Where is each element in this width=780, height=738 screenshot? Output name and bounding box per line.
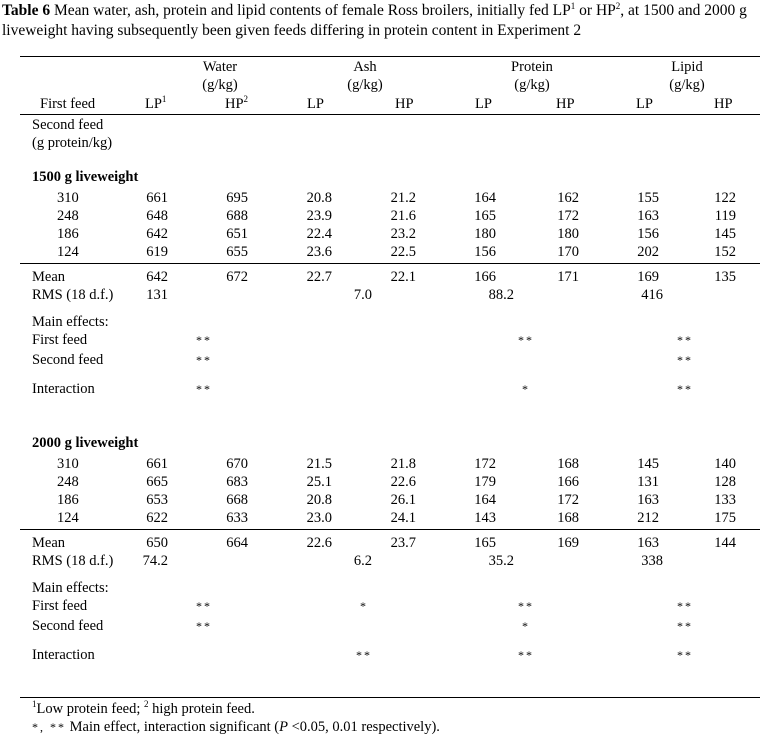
table-cell: 619	[146, 244, 168, 260]
top-rule	[20, 56, 760, 57]
section-rule	[20, 263, 760, 264]
table-caption	[2, 1, 780, 41]
significance-mark: **	[196, 333, 212, 347]
rms-cell: 131	[146, 287, 168, 303]
table-cell: 20.8	[306, 492, 332, 508]
row-second-feed: 310	[57, 190, 79, 206]
table-cell: 23.0	[306, 510, 332, 526]
mean-cell: 642	[146, 269, 168, 285]
table-cell: 688	[226, 208, 248, 224]
effect-label: Second feed	[32, 618, 104, 634]
mean-cell: 23.7	[390, 535, 416, 551]
rms-cell: 416	[641, 287, 663, 303]
table-cell: 661	[146, 190, 168, 206]
table-cell: 683	[226, 474, 248, 490]
caption-text-2: or HP	[575, 2, 616, 19]
row-second-feed: 124	[57, 244, 79, 260]
table-cell: 179	[474, 474, 496, 490]
header-lp-ash: LP	[307, 96, 324, 112]
table-cell: 668	[226, 492, 248, 508]
table-cell: 175	[714, 510, 736, 526]
table-cell: 164	[474, 190, 496, 206]
mean-cell: 22.7	[306, 269, 332, 285]
mean-cell: 672	[226, 269, 248, 285]
table-cell: 21.5	[306, 456, 332, 472]
table-cell: 21.6	[390, 208, 416, 224]
table-cell: 170	[557, 244, 579, 260]
section-rule	[20, 529, 760, 530]
header-ash-unit: (g/kg)	[347, 77, 383, 93]
significance-mark: **	[677, 353, 693, 367]
row-second-feed: 186	[57, 492, 79, 508]
table-cell: 172	[557, 208, 579, 224]
significance-mark: **	[518, 333, 534, 347]
mean-cell: 664	[226, 535, 248, 551]
significance-mark: **	[196, 619, 212, 633]
table-cell: 133	[714, 492, 736, 508]
table-cell: 145	[637, 456, 659, 472]
mean-cell: 166	[474, 269, 496, 285]
effect-label: Second feed	[32, 352, 104, 368]
mean-label: Mean	[32, 269, 66, 285]
table-cell: 163	[637, 208, 659, 224]
mean-cell: 169	[637, 269, 659, 285]
mean-cell: 22.6	[306, 535, 332, 551]
mean-cell: 144	[714, 535, 736, 551]
header-hp-protein: HP	[556, 96, 575, 112]
table-cell: 24.1	[390, 510, 416, 526]
effect-label: Interaction	[32, 647, 95, 663]
header-protein-unit: (g/kg)	[514, 77, 550, 93]
table-cell: 143	[474, 510, 496, 526]
row-second-feed: 248	[57, 208, 79, 224]
header-lipid: Lipid	[671, 59, 703, 75]
table-cell: 162	[557, 190, 579, 206]
row-second-feed: 310	[57, 456, 79, 472]
table-cell: 655	[226, 244, 248, 260]
table-cell: 23.6	[306, 244, 332, 260]
table-cell: 119	[714, 208, 736, 224]
table-cell: 180	[474, 226, 496, 242]
table-cell: 25.1	[306, 474, 332, 490]
second-feed-unit: (g protein/kg)	[32, 135, 113, 151]
table-cell: 622	[146, 510, 168, 526]
table-cell: 670	[226, 456, 248, 472]
header-rule	[20, 114, 760, 115]
significance-mark: **	[356, 648, 372, 662]
header-first-feed: First feed	[40, 96, 96, 112]
header-water-unit: (g/kg)	[202, 77, 238, 93]
significance-mark: **	[677, 648, 693, 662]
table-cell: 23.2	[390, 226, 416, 242]
row-second-feed: 248	[57, 474, 79, 490]
section-title: 2000 g liveweight	[32, 435, 139, 451]
table-cell: 20.8	[306, 190, 332, 206]
mean-label: Mean	[32, 535, 66, 551]
mean-cell: 22.1	[390, 269, 416, 285]
table-cell: 166	[557, 474, 579, 490]
table-cell: 164	[474, 492, 496, 508]
mean-cell: 165	[474, 535, 496, 551]
table-cell: 651	[226, 226, 248, 242]
footnote-1: $^1$Low protein feed; $^2$ high protein feed.	[32, 699, 255, 717]
significance-mark: **	[677, 333, 693, 347]
table-cell: 122	[714, 190, 736, 206]
table-cell: 661	[146, 456, 168, 472]
table-cell: 168	[557, 510, 579, 526]
header-lp-protein: LP	[475, 96, 492, 112]
rms-cell: 7.0	[353, 287, 372, 303]
table-cell: 21.8	[390, 456, 416, 472]
table-cell: 665	[146, 474, 168, 490]
footnote-2: *, ** Main effect, interaction significant (P <0.05, 0.01 respectively).	[32, 719, 440, 735]
rms-cell: 88.2	[488, 287, 514, 303]
table-cell: 22.6	[390, 474, 416, 490]
table-cell: 21.2	[390, 190, 416, 206]
rms-label: RMS (18 d.f.)	[32, 553, 114, 569]
row-second-feed: 124	[57, 510, 79, 526]
significance-mark: **	[677, 599, 693, 613]
mean-cell: 650	[146, 535, 168, 551]
significance-mark: *	[522, 382, 530, 396]
rms-label: RMS (18 d.f.)	[32, 287, 114, 303]
effect-label: Interaction	[32, 381, 95, 397]
caption-text-3: , at 1500 and 2000 g liveweight having subsequently been given feeds differing in protein content in Experiment 2	[2, 2, 747, 39]
table-cell: 22.4	[306, 226, 332, 242]
table-cell: 152	[714, 244, 736, 260]
caption-text-1: Mean water, ash, protein and lipid contents of female Ross broilers, initially fed LP	[50, 2, 571, 19]
main-effects-label: Main effects:	[32, 580, 109, 596]
table-cell: 145	[714, 226, 736, 242]
table-cell: 156	[637, 226, 659, 242]
table-cell: 695	[226, 190, 248, 206]
table-cell: 633	[226, 510, 248, 526]
table-label: Table 6	[2, 2, 51, 19]
significance-mark: **	[677, 382, 693, 396]
table-cell: 140	[714, 456, 736, 472]
table-cell: 212	[637, 510, 659, 526]
effect-label: First feed	[32, 598, 88, 614]
table-cell: 202	[637, 244, 659, 260]
table-cell: 642	[146, 226, 168, 242]
rms-cell: 6.2	[353, 553, 372, 569]
significance-mark: **	[677, 619, 693, 633]
table-cell: 180	[557, 226, 579, 242]
header-lp-lipid: LP	[636, 96, 653, 112]
table-cell: 172	[557, 492, 579, 508]
table-cell: 168	[557, 456, 579, 472]
table-cell: 156	[474, 244, 496, 260]
table-cell: 131	[637, 474, 659, 490]
mean-cell: 163	[637, 535, 659, 551]
table-cell: 26.1	[390, 492, 416, 508]
row-second-feed: 186	[57, 226, 79, 242]
table-cell: 22.5	[390, 244, 416, 260]
bottom-rule	[20, 697, 760, 698]
significance-mark: **	[518, 648, 534, 662]
table-cell: 648	[146, 208, 168, 224]
table-cell: 653	[146, 492, 168, 508]
header-water: Water	[202, 59, 238, 75]
mean-cell: 135	[714, 269, 736, 285]
header-ash: Ash	[353, 59, 377, 75]
mean-cell: 171	[557, 269, 579, 285]
rms-cell: 35.2	[488, 553, 514, 569]
significance-mark: **	[196, 599, 212, 613]
second-feed-label: Second feed	[32, 117, 104, 133]
table-cell: 165	[474, 208, 496, 224]
significance-mark: **	[196, 382, 212, 396]
table-cell: 23.9	[306, 208, 332, 224]
significance-mark: **	[518, 599, 534, 613]
table-cell: 155	[637, 190, 659, 206]
header-protein: Protein	[511, 59, 553, 75]
table-cell: 172	[474, 456, 496, 472]
main-effects-label: Main effects:	[32, 314, 109, 330]
table-cell: 128	[714, 474, 736, 490]
header-lp-water: $LP^1$	[145, 94, 167, 112]
significance-mark: *	[522, 619, 530, 633]
significance-mark: **	[196, 353, 212, 367]
rms-cell: 338	[641, 553, 663, 569]
header-hp-water: $HP^2$	[225, 94, 249, 112]
significance-mark: *	[360, 599, 368, 613]
header-lipid-unit: (g/kg)	[669, 77, 705, 93]
caption-sup-2: 2	[615, 1, 621, 11]
header-hp-ash: HP	[395, 96, 414, 112]
section-title: 1500 g liveweight	[32, 169, 139, 185]
effect-label: First feed	[32, 332, 88, 348]
table-cell: 163	[637, 492, 659, 508]
mean-cell: 169	[557, 535, 579, 551]
header-hp-lipid: HP	[714, 96, 733, 112]
caption-sup-1: 1	[570, 1, 576, 11]
rms-cell: 74.2	[142, 553, 168, 569]
